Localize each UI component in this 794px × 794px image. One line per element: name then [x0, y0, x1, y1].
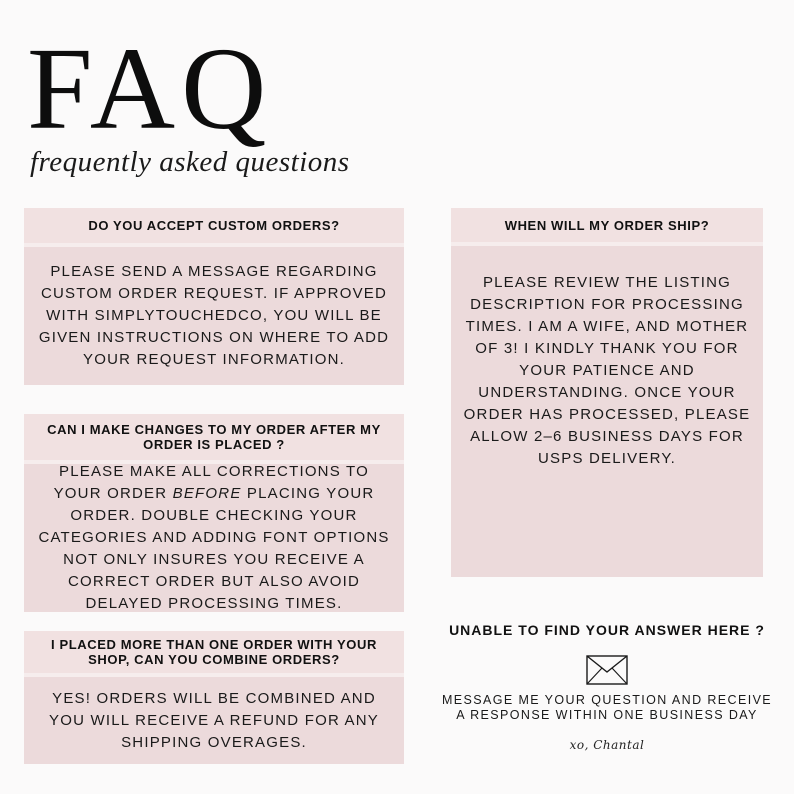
- faq-card-order-changes: [24, 414, 404, 612]
- faq-question: I PLACED MORE THAN ONE ORDER WITH YOUR SHOP, CAN YOU COMBINE ORDERS?: [24, 631, 404, 673]
- contact-title: UNABLE TO FIND YOUR ANSWER HERE ?: [449, 622, 765, 638]
- faq-answer-text: PLACING YOUR ORDER. DOUBLE CHECKING YOUR CATEGORIES AND ADDING FONT OPTIONS NOT ONLY INSURES YOU RECEIVE A CORRECT ORDER BUT ALSO AVOID DELAYED PROCESSING TIMES.: [38, 485, 390, 612]
- envelope-icon: [586, 655, 628, 685]
- faq-question: DO YOU ACCEPT CUSTOM ORDERS?: [24, 208, 404, 243]
- faq-question: CAN I MAKE CHANGES TO MY ORDER AFTER MY ORDER IS PLACED ?: [24, 414, 404, 460]
- page-title: FAQ: [27, 23, 273, 154]
- signature: xo, Chantal: [569, 738, 645, 752]
- faq-answer: [24, 464, 404, 612]
- faq-answer: PLEASE REVIEW THE LISTING DESCRIPTION FOR PROCESSING TIMES. I AM A WIFE, AND MOTHER OF 3! I KINDLY THANK YOU FOR YOUR PATIENCE AND UNDERSTANDING. ONCE YOUR ORDER HAS PROCESSED, PLEASE ALLOW 2–6 BUSINESS DAYS FOR USPS DELIVERY.: [451, 246, 763, 577]
- faq-card-custom-orders: [24, 208, 404, 385]
- page-subtitle: frequently asked questions: [30, 146, 350, 178]
- contact-text: MESSAGE ME YOUR QUESTION AND RECEIVE A RESPONSE WITHIN ONE BUSINESS DAY: [441, 693, 773, 722]
- faq-card-shipping: [451, 208, 763, 577]
- faq-answer-emphasis: BEFORE: [172, 485, 242, 502]
- faq-answer-text: PLEASE MAKE ALL CORRECTIONS TO YOUR ORDER: [53, 463, 369, 502]
- faq-answer: PLEASE SEND A MESSAGE REGARDING CUSTOM ORDER REQUEST. IF APPROVED WITH SIMPLYTOUCHEDCO, YOU WILL BE GIVEN INSTRUCTIONS ON WHERE TO ADD YOUR REQUEST INFORMATION.: [24, 247, 404, 385]
- faq-card-combine-orders: [24, 631, 404, 764]
- contact-section: [440, 622, 774, 752]
- faq-answer: YES! ORDERS WILL BE COMBINED AND YOU WILL RECEIVE A REFUND FOR ANY SHIPPING OVERAGES.: [24, 677, 404, 764]
- faq-question: WHEN WILL MY ORDER SHIP?: [451, 208, 763, 242]
